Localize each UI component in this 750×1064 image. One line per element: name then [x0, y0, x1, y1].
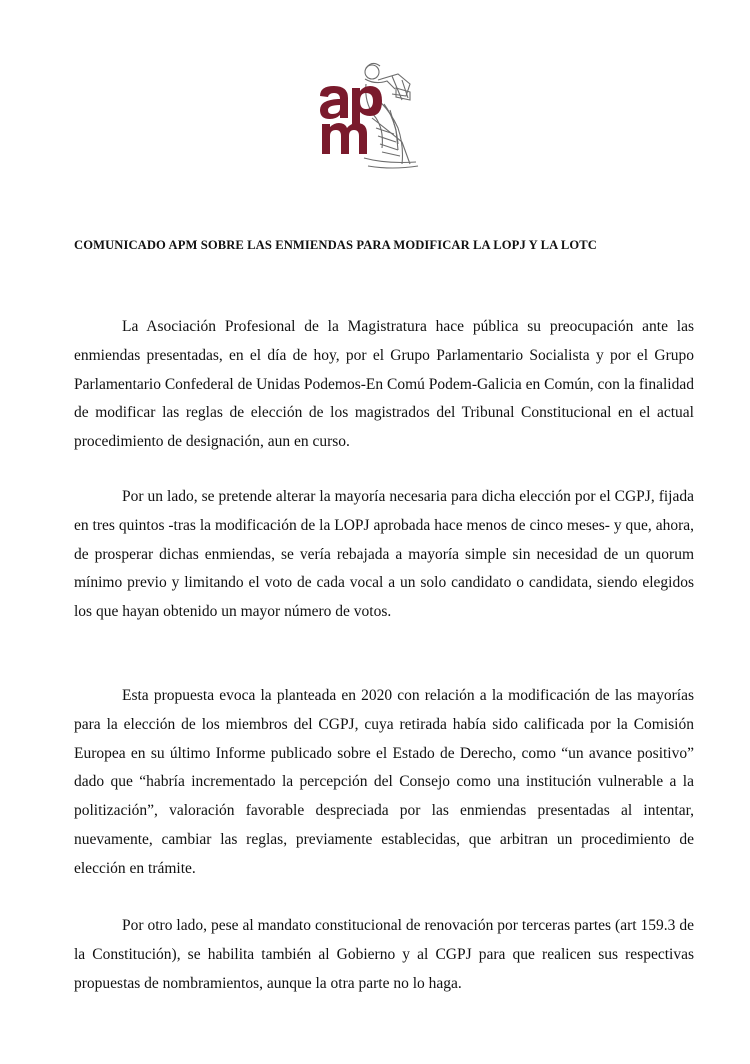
document-title: COMUNICADO APM SOBRE LAS ENMIENDAS PARA MODIFICAR LA LOPJ Y LA LOTC: [74, 238, 597, 252]
apm-letters: [320, 86, 382, 154]
body-paragraph: La Asociación Profesional de la Magistratura hace pública su preocupación ante las enmiendas presentadas, en el día de hoy, por el Grupo Parlamentario Socialista y por el Grupo Parlamentario Confederal de Unidas Podemos-En Comú Podem-Galicia en Común, con la finalidad de modificar las reglas de elección de los magistrados del Tribunal Constitucional en el actual procedimiento de designación, aun en curso.: [74, 318, 694, 451]
apm-logo: [306, 58, 430, 178]
body-paragraph: Por un lado, se pretende alterar la mayoría necesaria para dicha elección por el CGPJ, fijada en tres quintos -tras la modificación de la LOPJ aprobada hace menos de cinco meses- y que, ahora, de prosperar dichas enmiendas, se vería rebajada a mayoría simple sin necesidad de un quorum mínimo previo y limitando el voto de cada vocal a un solo candidato o candidata, siendo elegidos los que hayan obtenido un mayor número de votos.: [74, 488, 694, 621]
body-paragraph: Por otro lado, pese al mandato constitucional de renovación por terceras partes (art 159.3 de la Constitución), se habilita también al Gobierno y al CGPJ para que realicen sus respectivas propuestas de nombramientos, aunque la otra parte no lo haga.: [74, 917, 694, 992]
body-paragraph: Esta propuesta evoca la planteada en 2020 con relación a la modificación de las mayorías para la elección de los miembros del CGPJ, cuya retirada había sido calificada por la Comisión Europea en su último Informe publicado sobre el Estado de Derecho, como “un avance positivo” dado que “habría incrementado la percepción del Consejo como una institución vulnerable a la politización”, valoración favorable despreciada por las enmiendas presentadas al intentar, nuevamente, cambiar las reglas, previamente establecidas, que arbitran un procedimiento de elección en trámite.: [74, 687, 694, 877]
